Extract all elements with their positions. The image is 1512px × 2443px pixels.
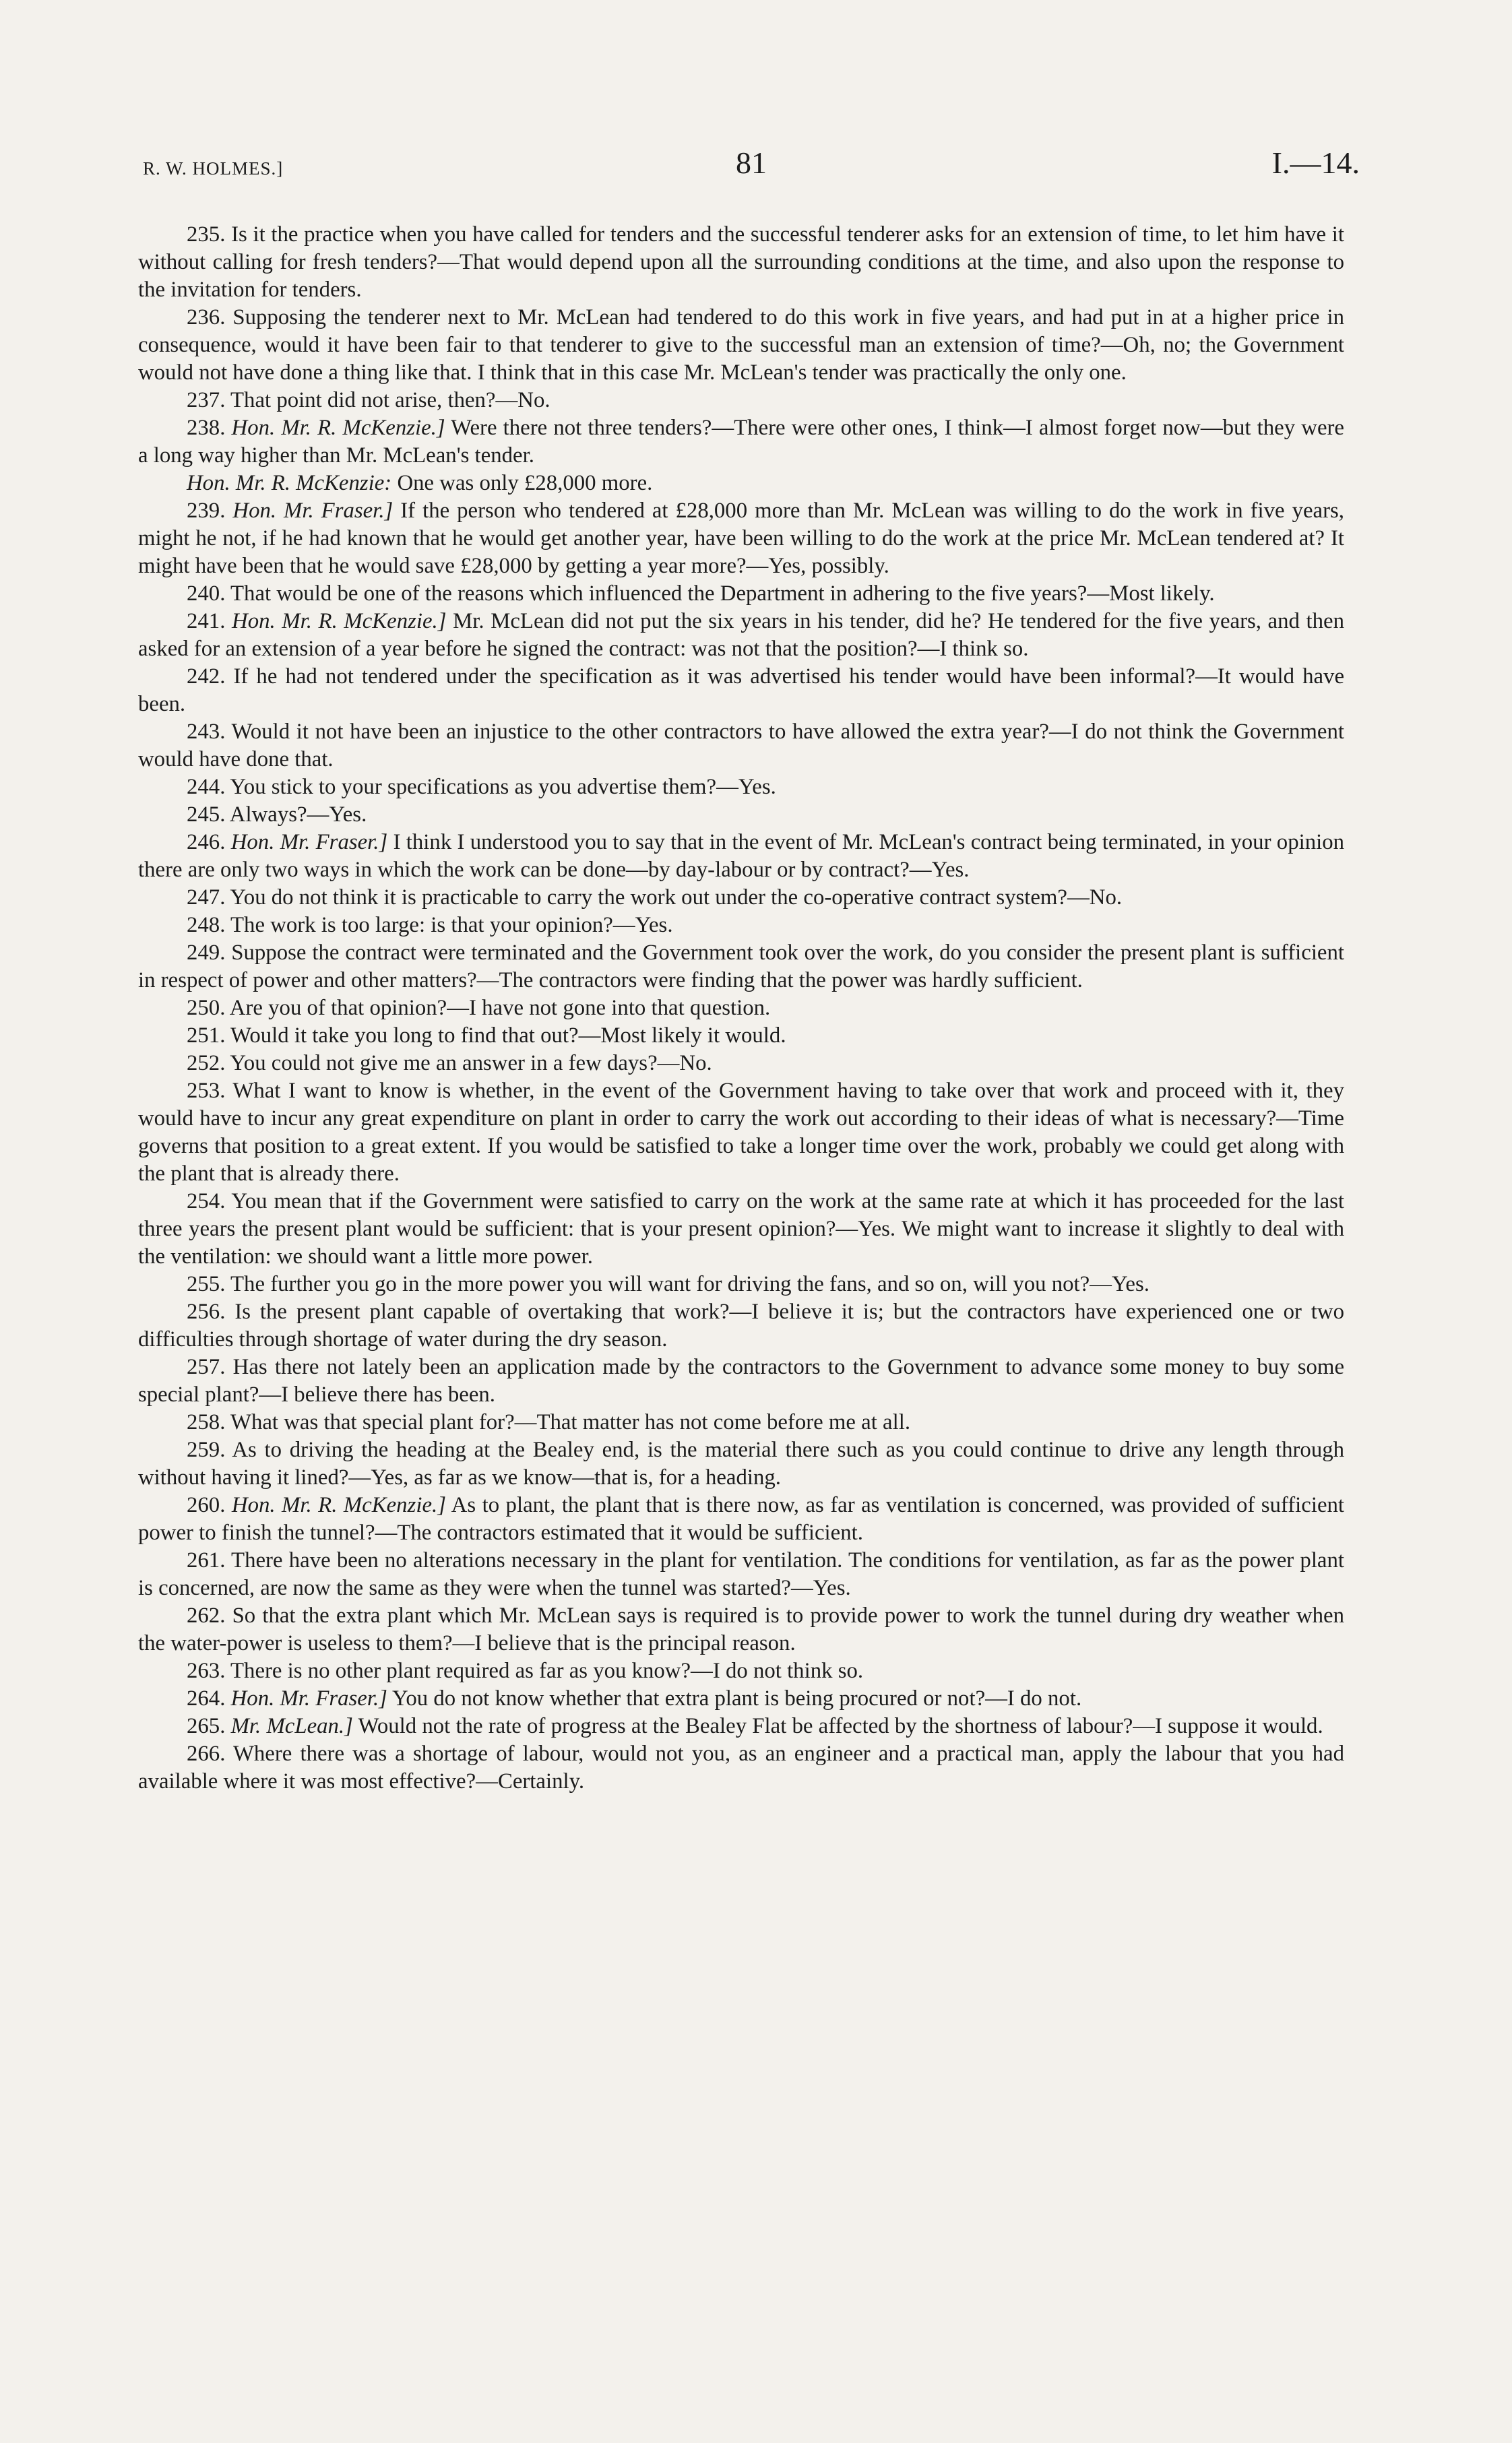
question-paragraph	[138, 773, 1344, 801]
question-number: 256.	[187, 1300, 226, 1324]
question-number: 246.	[187, 830, 226, 854]
question-text: The further you go in the more power you will want for driving the fans, and so on, will you not?—Yes.	[230, 1272, 1149, 1296]
question-text: Would it not have been an injustice to the other contractors to have allowed the extra year?—I do not think the Government would have done that.	[138, 720, 1344, 771]
question-text: As to plant, the plant that is there now, as far as ventilation is concerned, was provided of sufficient power to finish the tunnel?—The contractors estimated that it would be sufficient.	[138, 1493, 1345, 1545]
question-paragraph	[138, 1022, 1344, 1050]
question-paragraph	[138, 470, 1344, 497]
question-text: Are you of that opinion?—I have not gone into that question.	[229, 996, 771, 1020]
question-text: Is the present plant capable of overtaking that work?—I believe it is; but the contractors have experienced one or two difficulties through shortage of water during the dry season.	[138, 1300, 1345, 1352]
question-paragraph	[138, 1492, 1344, 1547]
question-text: That point did not arise, then?—No.	[230, 388, 550, 412]
question-paragraph	[138, 580, 1344, 608]
question-text: I think I understood you to say that in the event of Mr. McLean's contract being terminated, in your opinion there are only two ways in which the work can be done—by day-labour or by contract?—Yes.	[138, 830, 1345, 882]
question-number: 257.	[187, 1355, 226, 1379]
speaker-label: Hon. Mr. R. McKenzie.]	[231, 1493, 446, 1517]
question-number: 240.	[187, 581, 226, 606]
question-text: Suppose the contract were terminated and the Government took over the work, do you consider the present plant is sufficient in respect of power and other matters?—The contractors were finding that the power was hardly sufficient.	[138, 941, 1344, 992]
question-text: The work is too large: is that your opinion?—Yes.	[230, 913, 673, 937]
question-paragraph	[138, 1436, 1344, 1492]
question-paragraph	[138, 1077, 1344, 1188]
question-paragraph	[138, 1271, 1344, 1298]
question-text: So that the extra plant which Mr. McLean says is required is to provide power to work the tunnel during dry weather when the water-power is useless to them?—I believe that is the principal reason.	[138, 1604, 1345, 1655]
page-header	[143, 145, 1360, 185]
question-paragraph	[138, 801, 1344, 829]
question-number: 253.	[187, 1079, 226, 1103]
question-text: There is no other plant required as far as you know?—I do not think so.	[230, 1659, 864, 1683]
question-number: 263.	[187, 1659, 226, 1683]
question-text: Has there not lately been an application made by the contractors to the Government to advance some money to buy some special plant?—I believe there has been.	[138, 1355, 1344, 1407]
question-paragraph	[138, 939, 1344, 994]
question-paragraph	[138, 387, 1344, 414]
question-number: 242.	[187, 664, 226, 689]
question-paragraph	[138, 1740, 1344, 1796]
question-number: 264.	[187, 1686, 226, 1711]
speaker-label: Hon. Mr. Fraser.]	[232, 499, 393, 523]
question-paragraph	[138, 663, 1344, 718]
question-text: Supposing the tenderer next to Mr. McLean had tendered to do this work in five years, and had put in at a higher price in consequence, would it have been fair to that tenderer to give to the successful man an extension of time?—Oh, no; the Government would not have done a thing like that. I think that in this case Mr. McLean's tender was practically the only one.	[138, 305, 1344, 385]
question-number: 239.	[187, 499, 226, 523]
question-number: 237.	[187, 388, 226, 412]
page-number: 81	[736, 146, 767, 180]
speaker-label: Hon. Mr. Fraser.]	[230, 1686, 387, 1711]
question-paragraph	[138, 1188, 1344, 1271]
evidence-text	[138, 221, 1344, 1796]
speaker-label: Hon. Mr. R. McKenzie.]	[232, 609, 447, 633]
question-number: 238.	[187, 416, 226, 440]
question-paragraph	[138, 1547, 1344, 1602]
question-paragraph	[138, 1602, 1344, 1657]
question-number: 266.	[187, 1742, 226, 1766]
question-text: What was that special plant for?—That matter has not come before me at all.	[230, 1410, 911, 1434]
question-text: As to driving the heading at the Bealey end, is the material there such as you could continue to drive any length through without having it lined?—Yes, as far as we know—that is, for a heading.	[138, 1438, 1345, 1490]
question-number: 249.	[187, 941, 226, 965]
question-number: 261.	[187, 1548, 226, 1573]
witness-name: R. W. HOLMES.]	[143, 158, 284, 179]
question-text: What I want to know is whether, in the event of the Government having to take over that work and proceed with it, they would have to incur any great expenditure on plant in order to carry the work out according to their ideas of what is necessary?—Time governs that position to a great extent. If you would be satisfied to take a longer time over the work, probably we could get along with the plant that is already there.	[138, 1079, 1344, 1186]
question-number: 245.	[187, 802, 226, 827]
question-number: 241.	[187, 609, 226, 633]
question-number: 265.	[187, 1714, 226, 1738]
question-number: 236.	[187, 305, 226, 329]
question-number: 247.	[187, 885, 226, 910]
question-paragraph	[138, 1298, 1344, 1354]
question-paragraph	[138, 1713, 1344, 1740]
question-number: 248.	[187, 913, 226, 937]
question-text: There have been no alterations necessary in the plant for ventilation. The conditions for ventilation, as far as the power plant is concerned, are now the same as they were when the tunnel was started?—Yes.	[138, 1548, 1345, 1600]
question-number: 259.	[187, 1438, 226, 1462]
question-number: 255.	[187, 1272, 226, 1296]
question-paragraph	[138, 1354, 1344, 1409]
question-paragraph	[138, 829, 1344, 884]
question-number: 254.	[187, 1189, 226, 1213]
question-paragraph	[138, 1657, 1344, 1685]
question-paragraph	[138, 884, 1344, 912]
question-paragraph	[138, 1685, 1344, 1713]
question-text: You stick to your specifications as you advertise them?—Yes.	[230, 775, 776, 799]
question-paragraph	[138, 718, 1344, 773]
question-text: You do not know whether that extra plant is being procured or not?—I do not.	[391, 1686, 1082, 1711]
question-text: One was only £28,000 more.	[397, 471, 653, 495]
question-number: 258.	[187, 1410, 226, 1434]
question-text: Would it take you long to find that out?—Most likely it would.	[230, 1023, 786, 1048]
question-paragraph	[138, 497, 1344, 580]
question-number: 250.	[187, 996, 226, 1020]
speaker-label: Mr. McLean.]	[230, 1714, 353, 1738]
question-paragraph	[138, 1050, 1344, 1077]
question-text: Mr. McLean did not put the six years in his tender, did he? He tendered for the five years, and then asked for an extension of a year before he signed the contract: was not that the position?—I think so.	[138, 609, 1344, 661]
question-text: You do not think it is practicable to carry the work out under the co-operative contract system?—No.	[230, 885, 1123, 910]
question-text: If he had not tendered under the specification as it was advertised his tender would have been informal?—It would have been.	[138, 664, 1344, 716]
question-paragraph	[138, 221, 1344, 304]
question-paragraph	[138, 912, 1344, 939]
question-text: That would be one of the reasons which influenced the Department in adhering to the five years?—Most likely.	[230, 581, 1215, 606]
question-paragraph	[138, 414, 1344, 470]
question-text: Would not the rate of progress at the Bealey Flat be affected by the shortness of labour?—I suppose it would.	[358, 1714, 1323, 1738]
speaker-label: Hon. Mr. R. McKenzie.]	[231, 416, 445, 440]
question-paragraph	[138, 608, 1344, 663]
question-text: Always?—Yes.	[229, 802, 367, 827]
speaker-label: Hon. Mr. Fraser.]	[230, 830, 388, 854]
question-number: 260.	[187, 1493, 226, 1517]
question-number: 252.	[187, 1051, 226, 1075]
question-number: 235.	[187, 222, 226, 247]
question-text: Is it the practice when you have called for tenders and the successful tenderer asks for an extension of time, to let him have it without calling for fresh tenders?—That would depend upon all the surrounding conditions at the time, and also upon the response to the invitation for tenders.	[138, 222, 1344, 302]
question-text: Where there was a shortage of labour, would not you, as an engineer and a practical man, apply the labour that you had available where it was most effective?—Certainly.	[138, 1742, 1344, 1794]
question-number: 262.	[187, 1604, 226, 1628]
question-paragraph	[138, 994, 1344, 1022]
question-number: 243.	[187, 720, 226, 744]
question-number: 251.	[187, 1023, 226, 1048]
paper-reference: I.—14.	[1271, 146, 1360, 180]
question-text: Were there not three tenders?—There were other ones, I think—I almost forget now—but they were a long way higher than Mr. McLean's tender.	[138, 416, 1344, 468]
question-text: You could not give me an answer in a few days?—No.	[230, 1051, 712, 1075]
question-text: If the person who tendered at £28,000 more than Mr. McLean was willing to do the work in five years, might he not, if he had known that he would get another year, have been willing to do the work at the price Mr. McLean tendered at? It might have been that he would save £28,000 by getting a year more?—Yes, possibly.	[138, 499, 1344, 578]
question-number: 244.	[187, 775, 226, 799]
question-paragraph	[138, 1409, 1344, 1436]
question-text: You mean that if the Government were satisfied to carry on the work at the same rate at which it has proceeded for the last three years the present plant would be sufficient: that is your present opinion?—Yes. We might want to increase it slightly to deal with the ventilation: we should want a little more power.	[138, 1189, 1345, 1269]
question-paragraph	[138, 304, 1344, 387]
speaker-label: Hon. Mr. R. McKenzie:	[187, 471, 392, 495]
